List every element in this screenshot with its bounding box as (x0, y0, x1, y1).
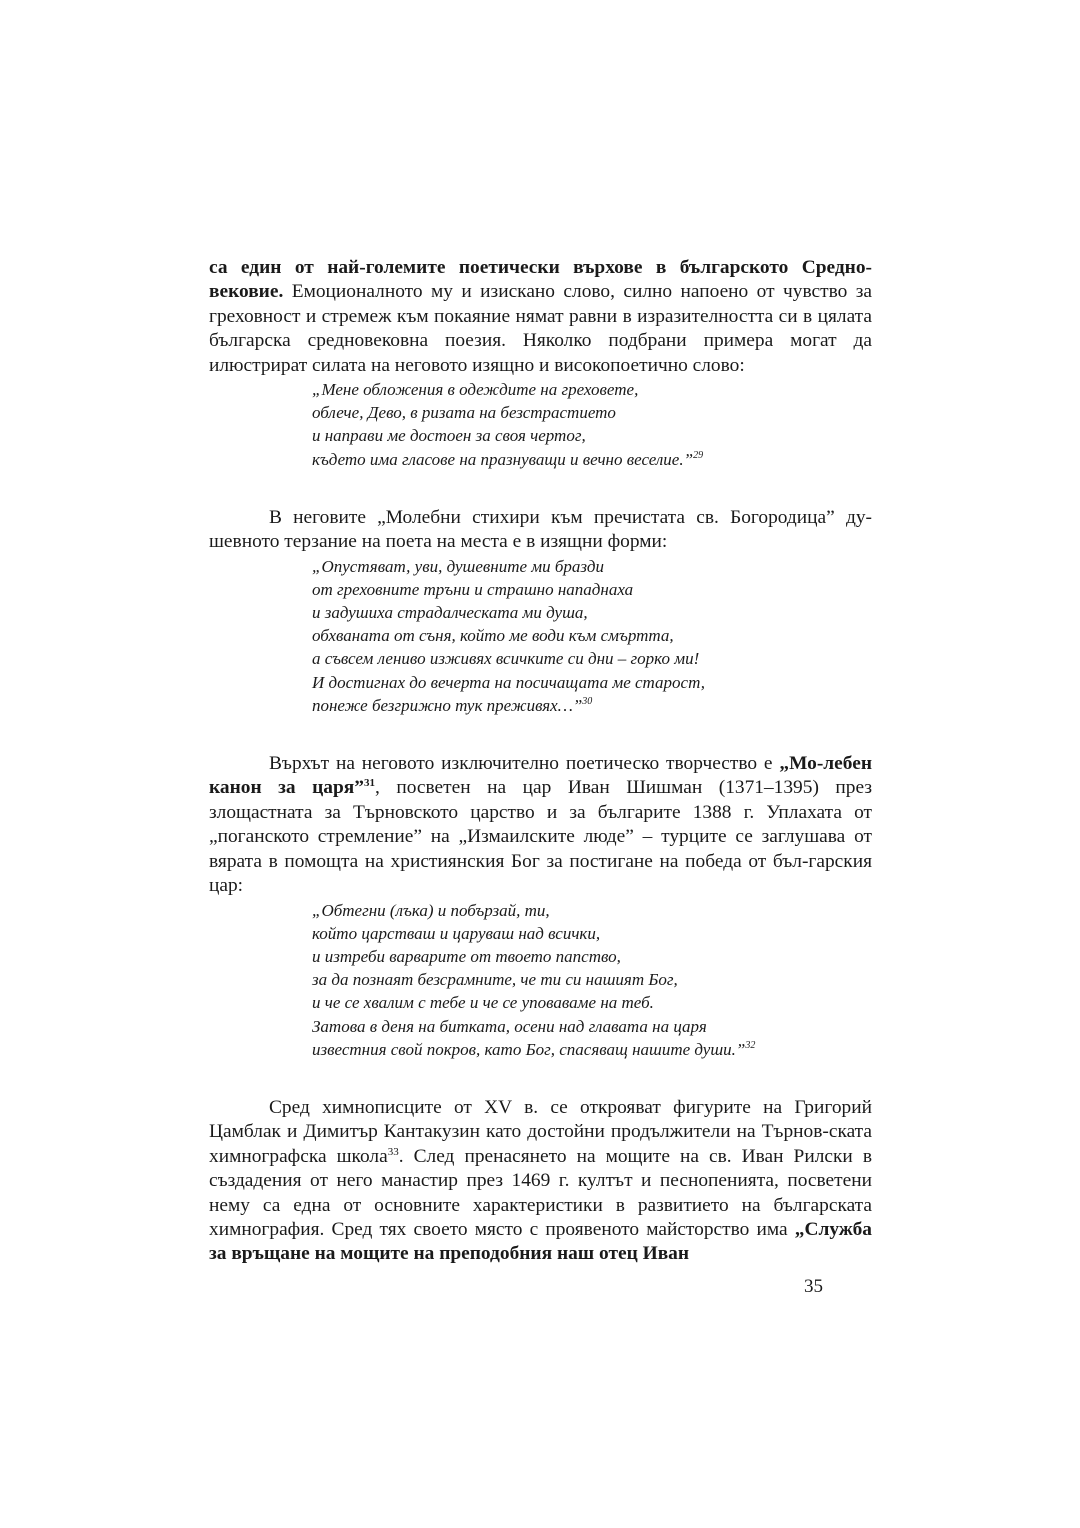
verse-line: И достигнах до вечерта на посичащата ме старост, (312, 672, 706, 692)
footnote-ref-31 (364, 777, 375, 789)
paragraph-hymnographers (209, 1096, 872, 1267)
verse-line-text: понеже безгрижно тук преживях…” (312, 695, 583, 715)
bold-title: „Служба за връщане на мощите на преподобния наш отец Иван (209, 1218, 872, 1265)
verse-line: и направи ме достоен за своя чертог, (312, 426, 586, 446)
verse-line: за да познаят безсрамните, че ти си нашият Бог, (312, 970, 678, 990)
verse-line: и задушиха страдалческата ми душа, (312, 603, 588, 623)
paragraph-text: , посветен на цар Иван Шишман (1371–1395) през злощастната за Търновското царство и за българите 1388 г. Уплахата от „поганското стремление” на „Измаилските люде” – турците се заглушава от вярата в помощта на християнския Бог за постигане на победа от бъл-гарския цар: (209, 777, 872, 897)
verse-quote-2 (312, 555, 872, 717)
verse-line-text: където има гласове на празнуващи и вечно веселие.” (312, 449, 694, 469)
verse-line-last (312, 694, 872, 717)
section-gap (209, 1061, 872, 1096)
verse-line: и че се хвалим с тебе и че се уповаваме на теб. (312, 993, 654, 1013)
verse-line: „Обтегни (лъка) и побързай, ти, (312, 900, 550, 920)
paragraph-intro (209, 256, 872, 378)
verse-line: „Мене обложения в одеждите на греховете, (312, 380, 639, 400)
verse-line-last (312, 1038, 872, 1061)
paragraph-text: Сред химнописците от XV в. се открояват фигурите на Григорий Цамблак и Димитър Кантакузин като достойни продължители на Търнов-ската химнографска школа (209, 1096, 872, 1167)
paragraph-stichera: В неговите „Молебни стихири към пречистата св. Богородица” ду-шевното терзание на поета на места е в изящни форми: (209, 506, 872, 553)
bold-title: „Мо-лебен канон за царя” (209, 753, 872, 799)
paragraph-text: . След пренасянето на мощите на св. Иван Рилски в създадения от него манастир през 1469 г. култът и песнопенията, посветени нему са една от основните характеристики в развитието на българската химнография. Сред тях своето място с проявеното майсторство има (209, 1145, 872, 1240)
verse-quote-1 (312, 378, 872, 471)
footnote-ref-33: 33 (387, 1145, 399, 1158)
page-number: 35 (804, 1276, 823, 1297)
verse-line: който царстваш и царуваш над всички, (312, 923, 601, 943)
footnote-ref-32: 32 (745, 1039, 756, 1051)
bold-phrase: са един от най-големите поетически върхове в българското Средно-вековие. (209, 257, 872, 303)
verse-line: Затова в деня на битката, осени над главата на царя (312, 1016, 707, 1036)
verse-line-last (312, 448, 872, 471)
footnote-ref-30: 30 (582, 695, 593, 707)
verse-line-text: известния свой покров, като Бог, спасяващ нашите души.” (312, 1039, 746, 1059)
paragraph-text: Върхът на неговото изключително поетическо творчество е (269, 753, 780, 775)
paragraph-text: Емоционалното му и изискано слово, силно напоено от чувство за греховност и стремеж към покаяние нямат равни в изразителността си в цялата българска средновековна поезия. Няколко подбрани примера могат да илюстрират силата на неговото изящно и високопоетично слово: (209, 281, 872, 376)
footnote-number: 31 (363, 777, 375, 790)
verse-line: облече, Дево, в ризата на безстрастието (312, 403, 616, 423)
verse-line: и изтреби варварите от твоето папство, (312, 946, 621, 966)
section-gap (209, 471, 872, 506)
verse-quote-3 (312, 899, 872, 1061)
verse-line: от греховните тръни и страшно нападнаха (312, 579, 634, 599)
section-gap (209, 717, 872, 752)
verse-line: обхваната от съня, който ме води към смъртта, (312, 626, 674, 646)
verse-line: а съвсем лениво изживях всичките си дни – горко ми! (312, 649, 700, 669)
page-body (209, 256, 872, 1267)
paragraph-canon (209, 752, 872, 898)
verse-line: „Опустяват, уви, душевните ми бразди (312, 556, 604, 576)
footnote-ref-29: 29 (693, 449, 704, 461)
